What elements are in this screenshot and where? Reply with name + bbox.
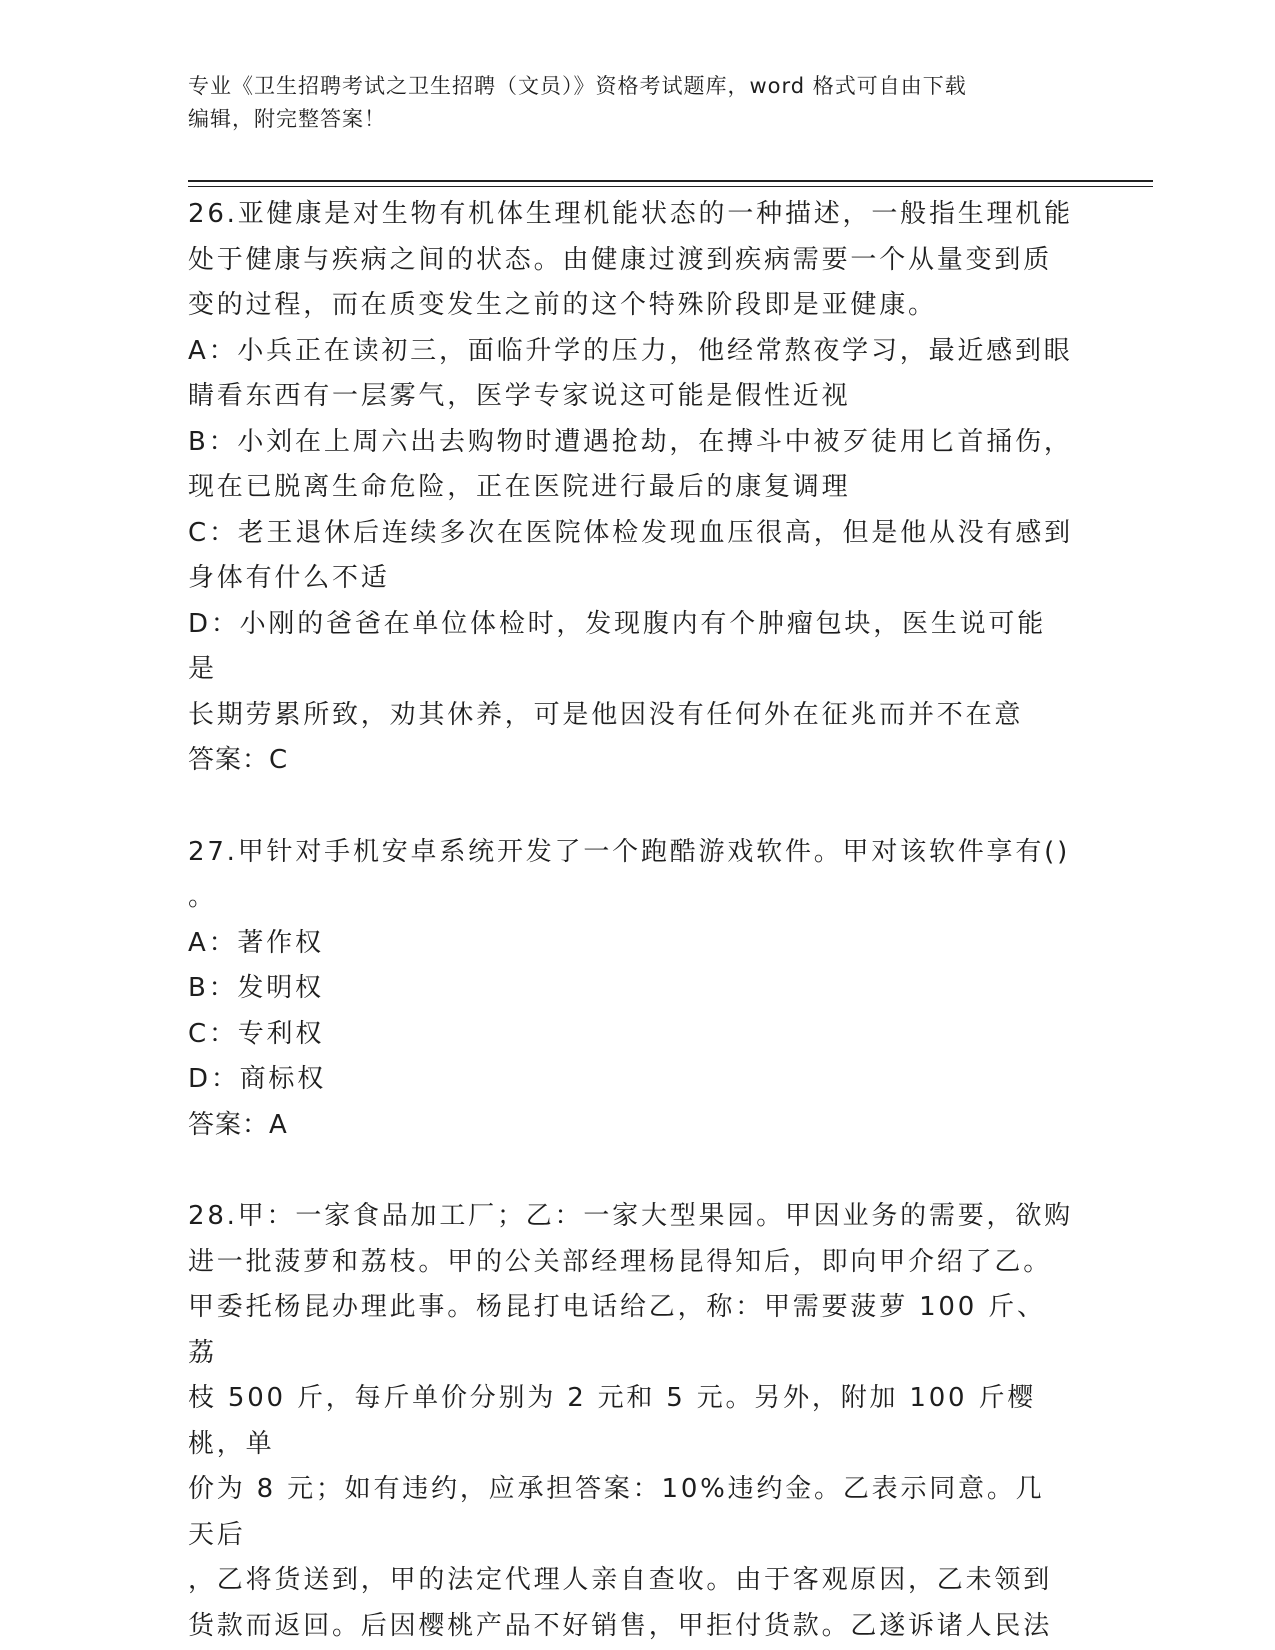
answer-line: 答案：C <box>188 745 289 775</box>
question-stem-line: 变的过程，而在质变发生之前的这个特殊阶段即是亚健康。 <box>188 290 937 320</box>
question-stem-line: 甲委托杨昆办理此事。杨昆打电话给乙，称：甲需要菠萝 100 斤、荔 <box>188 1292 1046 1368</box>
option-a-line: 睛看东西有一层雾气，医学专家说这可能是假性近视 <box>188 381 851 411</box>
question-stem-line: 价为 8 元；如有违约，应承担答案：10%违约金。乙表示同意。几天后 <box>188 1474 1045 1550</box>
question-stem-line: 28.甲：一家食品加工厂；乙：一家大型果园。甲因业务的需要，欲购 <box>188 1201 1073 1231</box>
question-26 <box>188 192 1073 784</box>
option-a-line: A：小兵正在读初三，面临升学的压力，他经常熬夜学习，最近感到眼 <box>188 335 1073 366</box>
question-stem-line: ，乙将货送到，甲的法定代理人亲自查收。由于客观原因，乙未领到 <box>188 1565 1053 1595</box>
question-27 <box>188 830 1073 1149</box>
question-stem-line: 进一批菠萝和荔枝。甲的公关部经理杨昆得知后，即向甲介绍了乙。 <box>188 1246 1053 1277</box>
question-stem-line: 货款而返回。后因樱桃产品不好销售，甲拒付货款。乙遂诉诸人民法 <box>188 1610 1053 1641</box>
header-line: 专业《卫生招聘考试之卫生招聘（文员）》资格考试题库，word 格式可自由下载 <box>188 74 967 98</box>
question-stem-line: 26.亚健康是对生物有机体生理机能状态的一种描述，一般指生理机能 <box>188 199 1073 229</box>
option-c-line: C：老王退休后连续多次在医院体检发现血压很高，但是他从没有感到 <box>188 517 1073 548</box>
question-stem-line: 枝 500 斤，每斤单价分别为 2 元和 5 元。另外，附加 100 斤樱桃，单 <box>188 1383 1037 1459</box>
option-b-line: 现在已脱离生命危险，正在医院进行最后的康复调理 <box>188 472 851 502</box>
question-stem-line: 处于健康与疾病之间的状态。由健康过渡到疾病需要一个从量变到质 <box>188 244 1053 275</box>
header-divider-thin <box>188 186 1153 187</box>
option-c-line: 身体有什么不适 <box>188 563 390 593</box>
question-stem-line: 。 <box>188 882 217 912</box>
answer-line: 答案：A <box>188 1109 288 1140</box>
question-spacer <box>188 1148 1073 1194</box>
option-d-line: 长期劳累所致，劝其休养，可是他因没有任何外在征兆而并不在意 <box>188 699 1024 730</box>
option-b-line: B：小刘在上周六出去购物时遭遇抢劫，在搏斗中被歹徒用匕首捅伤， <box>188 426 1073 457</box>
question-spacer <box>188 784 1073 830</box>
document-header <box>188 70 1088 136</box>
option-b-line: B：发明权 <box>188 973 324 1003</box>
question-stem-line: 27.甲针对手机安卓系统开发了一个跑酷游戏软件。甲对该软件享有() <box>188 836 1071 867</box>
question-list <box>188 192 1073 1649</box>
option-c-line: C：专利权 <box>188 1018 325 1049</box>
option-d-line: D：小刚的爸爸在单位体检时，发现腹内有个肿瘤包块，医生说可能是 <box>188 608 1047 684</box>
header-line: 编辑，附完整答案！ <box>188 107 386 131</box>
option-a-line: A：著作权 <box>188 927 324 958</box>
question-28 <box>188 1194 1073 1649</box>
header-divider-thick <box>188 180 1153 182</box>
option-d-line: D：商标权 <box>188 1064 327 1094</box>
